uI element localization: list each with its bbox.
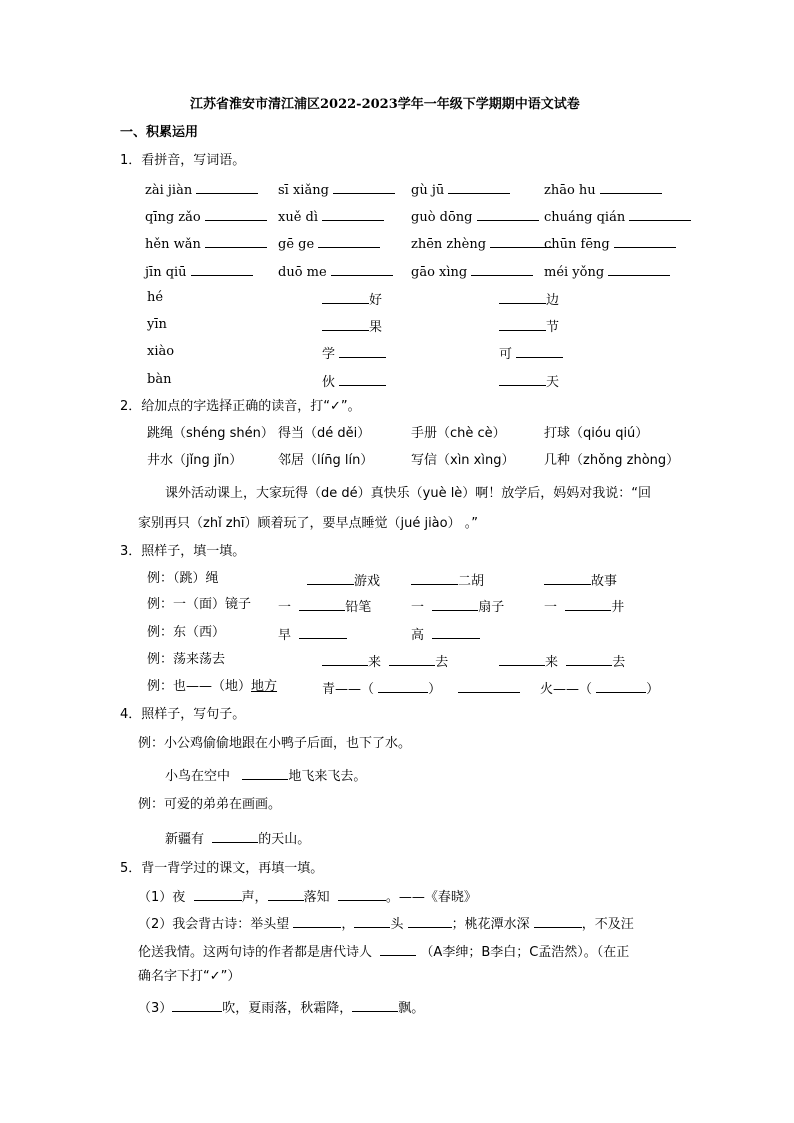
answer-blank[interactable]: [614, 234, 676, 248]
pinyin-text: jīn qiū: [145, 265, 187, 280]
pinyin-text: méi yǒng: [544, 265, 605, 280]
answer-blank[interactable]: [448, 180, 510, 194]
q3-row-4c: 来 去: [499, 652, 625, 671]
question-2-paragraph-line-1: 课外活动课上，大家玩得（de dé）真快乐（yuè lè）啊！放学后，妈妈对我说：“回: [165, 486, 652, 501]
pinyin-text: zhāo hu: [544, 183, 596, 198]
q3-row-1b: 游戏: [307, 571, 380, 590]
answer-blank[interactable]: [322, 652, 368, 666]
answer-blank[interactable]: [411, 571, 458, 585]
pinyin-item: [278, 180, 395, 199]
answer-blank[interactable]: [490, 234, 552, 248]
homophone-pinyin: xiào: [147, 344, 175, 359]
homophone-pinyin: bàn: [147, 372, 172, 387]
pinyin-item: [544, 262, 670, 281]
q3-row-3b: 早: [278, 625, 347, 644]
q3-row-4: 例：荡来荡去: [147, 652, 226, 667]
answer-blank[interactable]: [242, 766, 288, 780]
pinyin-text: guò dōng: [411, 210, 473, 225]
answer-blank[interactable]: [380, 942, 416, 956]
answer-blank[interactable]: [331, 262, 393, 276]
reading-option: 打球（qióu qiú）: [544, 426, 649, 441]
q4-example-1: 例：小公鸡偷偷地跟在小鸭子后面，也下了水。: [138, 736, 412, 751]
pinyin-item: [544, 234, 676, 253]
answer-blank[interactable]: [408, 914, 452, 928]
q5-line-5: （3） 吹，夏雨落，秋霜降， 飘。: [138, 998, 424, 1017]
pinyin-text: xuě dì: [278, 210, 319, 225]
question-5-title: 5．背一背学过的课文，再填一填。: [120, 861, 324, 876]
pinyin-item: [411, 207, 539, 226]
answer-blank[interactable]: [378, 679, 428, 693]
pinyin-text: sī xiǎng: [278, 183, 329, 198]
homophone-item: [499, 290, 559, 309]
pinyin-text: duō me: [278, 265, 327, 280]
pinyin-text: gē ge: [278, 237, 315, 252]
answer-blank[interactable]: [307, 571, 354, 585]
pinyin-item: [411, 234, 552, 253]
homophone-pinyin: hé: [147, 290, 164, 305]
answer-blank[interactable]: [339, 372, 386, 386]
pinyin-item: [278, 207, 384, 226]
answer-blank[interactable]: [432, 597, 478, 611]
answer-blank[interactable]: [389, 652, 435, 666]
pinyin-item: [278, 262, 393, 281]
pinyin-text: hěn wǎn: [145, 237, 201, 252]
pinyin-text: zhēn zhèng: [411, 237, 487, 252]
answer-blank[interactable]: [499, 372, 546, 386]
q3-row-1c: 二胡: [411, 571, 484, 590]
q3-row-4b: 来 去: [322, 652, 448, 671]
answer-blank[interactable]: [339, 344, 386, 358]
homophone-char: 果: [369, 320, 383, 335]
answer-blank[interactable]: [499, 317, 546, 331]
q5-line-4: 确名字下打“✓”）: [138, 969, 241, 984]
answer-blank[interactable]: [293, 914, 341, 928]
q3-row-5b: 青——（ ）: [322, 679, 520, 698]
pinyin-text: chuáng qián: [544, 210, 626, 225]
answer-blank[interactable]: [600, 180, 662, 194]
homophone-item: [322, 344, 386, 363]
answer-blank[interactable]: [471, 262, 533, 276]
answer-blank[interactable]: [499, 652, 545, 666]
homophone-char: 伙: [322, 375, 336, 390]
homophone-char: 学: [322, 347, 336, 362]
homophone-char: 可: [499, 347, 513, 362]
pinyin-item: [145, 262, 253, 281]
reading-option: 手册（chè cè）: [411, 426, 506, 441]
answer-blank[interactable]: [566, 652, 612, 666]
homophone-char: 好: [369, 293, 383, 308]
homophone-char: 天: [546, 375, 560, 390]
answer-blank[interactable]: [191, 262, 253, 276]
q4-sentence-2: 新疆有 的天山。: [165, 829, 310, 848]
q3-row-1d: 故事: [544, 571, 617, 590]
answer-blank[interactable]: [608, 262, 670, 276]
section-heading: 一、积累运用: [120, 125, 199, 140]
homophone-item: [499, 344, 563, 363]
reading-option: 几种（zhǒng zhòng）: [544, 453, 680, 468]
question-2-title: 2．给加点的字选择正确的读音，打“✓”。: [120, 399, 361, 414]
answer-blank[interactable]: [333, 180, 395, 194]
q5-line-2: （2）我会背古诗：举头望 ， 头 ；桃花潭水深 ，不及汪: [138, 914, 634, 933]
q3-example: 例：（跳）绳: [147, 571, 219, 586]
answer-blank[interactable]: [477, 207, 539, 221]
q3-row-2d: 一 井: [544, 597, 624, 616]
question-4-title: 4．照样子，写句子。: [120, 707, 246, 722]
question-1-title: 1．看拼音，写词语。: [120, 153, 246, 168]
answer-blank[interactable]: [354, 914, 390, 928]
reading-option: 写信（xìn xìng）: [411, 453, 515, 468]
answer-blank[interactable]: [196, 180, 258, 194]
answer-blank[interactable]: [212, 829, 258, 843]
question-2-paragraph-line-2: 家别再只（zhǐ zhī）顾着玩了，要早点睡觉（jué jiào） 。”: [138, 516, 478, 531]
q3-row-3: 例：东（西）: [147, 625, 226, 640]
pinyin-item: [145, 234, 267, 253]
pinyin-text: zài jiàn: [145, 183, 193, 198]
answer-blank[interactable]: [322, 317, 369, 331]
homophone-item: [499, 317, 559, 336]
q5-line-3: 伦送我情。这两句诗的作者都是唐代诗人 （A李绅；B李白；C孟浩然）。（在正: [138, 942, 629, 961]
pinyin-text: gù jū: [411, 183, 445, 198]
answer-blank[interactable]: [516, 344, 563, 358]
answer-blank[interactable]: [629, 207, 691, 221]
reading-option: 邻居（lín̄g lín）: [278, 453, 374, 468]
q3-row-2b: 一 铅笔: [278, 597, 371, 616]
q4-sentence-1: 小鸟在空中 地飞来飞去。: [165, 766, 366, 785]
answer-blank[interactable]: [458, 679, 520, 693]
answer-blank[interactable]: [352, 998, 398, 1012]
homophone-item: [322, 290, 382, 309]
answer-blank[interactable]: [565, 597, 611, 611]
pinyin-text: gāo xìng: [411, 265, 468, 280]
homophone-pinyin: yīn: [147, 317, 167, 332]
reading-option: 井水（jǐng jǐn）: [147, 453, 243, 468]
pinyin-item: [145, 180, 258, 199]
pinyin-text: chūn fēng: [544, 237, 610, 252]
homophone-char: 节: [546, 320, 560, 335]
homophone-item: [322, 317, 382, 336]
q4-example-2: 例：可爱的弟弟在画画。: [138, 797, 282, 812]
reading-option: 跳绳（shéng shén）: [147, 426, 274, 441]
answer-blank[interactable]: [299, 625, 347, 639]
q3-row-2: 例：一（面）镜子: [147, 597, 252, 612]
pinyin-item: [145, 207, 267, 226]
q3-row-2c: 一 扇子: [411, 597, 504, 616]
answer-blank[interactable]: [544, 571, 591, 585]
answer-blank[interactable]: [318, 234, 380, 248]
pinyin-item: [544, 207, 691, 226]
answer-blank[interactable]: [596, 679, 646, 693]
pinyin-item: [411, 262, 533, 281]
q3-row-5: 例：也——（地）地方: [147, 679, 278, 694]
answer-blank[interactable]: [268, 887, 304, 901]
answer-blank[interactable]: [432, 625, 480, 639]
answer-blank[interactable]: [338, 887, 386, 901]
reading-option: 得当（dé děi）: [278, 426, 371, 441]
homophone-char: 边: [546, 293, 560, 308]
answer-blank[interactable]: [322, 207, 384, 221]
answer-blank[interactable]: [299, 597, 345, 611]
homophone-item: [499, 372, 559, 391]
pinyin-item: [278, 234, 380, 253]
pinyin-item: [411, 180, 510, 199]
q3-row-3c: 高: [411, 625, 480, 644]
question-3-title: 3．照样子，填一填。: [120, 544, 246, 559]
homophone-item: [322, 372, 386, 391]
answer-blank[interactable]: [534, 914, 582, 928]
answer-blank[interactable]: [172, 998, 222, 1012]
answer-blank[interactable]: [205, 234, 267, 248]
answer-blank[interactable]: [322, 290, 369, 304]
pinyin-text: qīng zǎo: [145, 210, 201, 225]
pinyin-item: [544, 180, 662, 199]
answer-blank[interactable]: [194, 887, 242, 901]
q3-row-5c: 火——（ ）: [540, 679, 659, 698]
answer-blank[interactable]: [205, 207, 267, 221]
q3-row-1: [147, 571, 219, 587]
page-title: 江苏省淮安市清江浦区2022-2023学年一年级下学期期中语文试卷: [190, 97, 580, 112]
q5-line-1: （1）夜 声， 落知 。——《春晓》: [138, 887, 477, 906]
answer-blank[interactable]: [499, 290, 546, 304]
